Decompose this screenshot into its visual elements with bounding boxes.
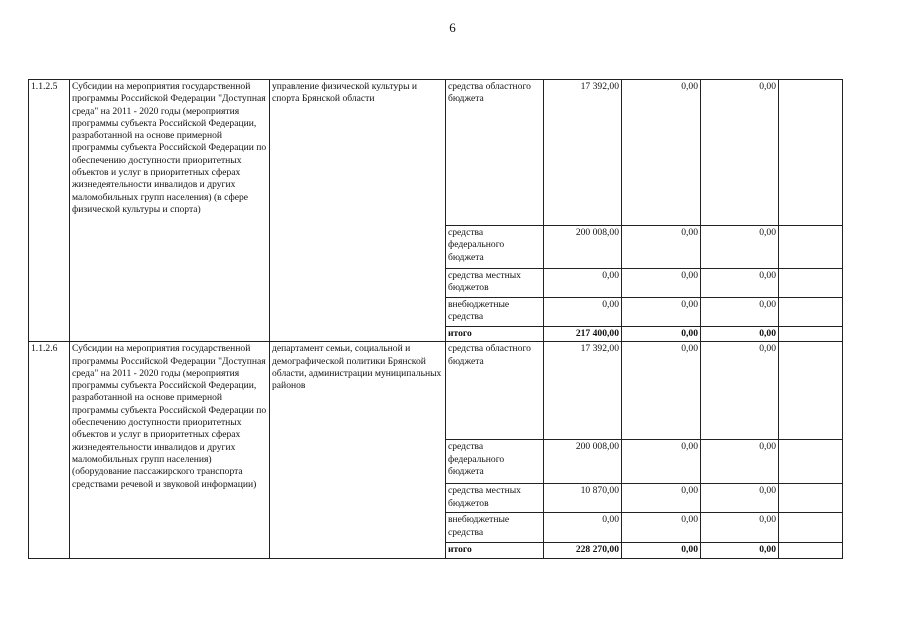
- funding-value: 0,00: [544, 298, 622, 327]
- funding-source-name: внебюджетные средства: [446, 298, 544, 327]
- empty-cell: [779, 484, 843, 513]
- empty-cell: [779, 80, 843, 226]
- funding-value: 0,00: [701, 269, 779, 298]
- funding-source-name: средства местных бюджетов: [446, 484, 544, 513]
- funding-value: 0,00: [622, 226, 701, 269]
- funding-value: 0,00: [622, 543, 701, 558]
- empty-cell: [779, 226, 843, 269]
- funding-value: 217 400,00: [544, 327, 622, 342]
- funding-value: 10 870,00: [544, 484, 622, 513]
- empty-cell: [779, 513, 843, 543]
- funding-value: 0,00: [701, 342, 779, 440]
- funding-value: 0,00: [622, 269, 701, 298]
- funding-source-name: средства федерального бюджета: [446, 440, 544, 484]
- table-row: [29, 80, 843, 226]
- funding-value: 0,00: [701, 440, 779, 484]
- funding-value: 0,00: [701, 327, 779, 342]
- page-number: 6: [449, 20, 456, 35]
- empty-cell: [779, 342, 843, 440]
- funding-value: 200 008,00: [544, 440, 622, 484]
- row-executor: управление физической культуры и спорта Брянской области: [270, 80, 446, 342]
- row-code: 1.1.2.5: [29, 80, 70, 342]
- funding-value: 0,00: [622, 80, 701, 226]
- table-row: [29, 342, 843, 440]
- funding-value: 0,00: [544, 513, 622, 543]
- funding-source-name: итого: [446, 543, 544, 558]
- funding-value: 0,00: [622, 342, 701, 440]
- budget-table: [28, 79, 843, 559]
- funding-value: 0,00: [622, 484, 701, 513]
- funding-value: 200 008,00: [544, 226, 622, 269]
- funding-value: 0,00: [701, 80, 779, 226]
- funding-value: 17 392,00: [544, 80, 622, 226]
- funding-source-name: средства областного бюджета: [446, 80, 544, 226]
- row-code: 1.1.2.6: [29, 342, 70, 558]
- funding-value: 228 270,00: [544, 543, 622, 558]
- funding-source-name: средства местных бюджетов: [446, 269, 544, 298]
- funding-value: 0,00: [622, 440, 701, 484]
- row-description: Субсидии на мероприятия государственной программы Российской Федерации "Доступная среда" на 2011 - 2020 годы (мероприятия программы субъекта Российской Федерации, разработанной на основе примерной программы субъекта Российской Федерации по обеспечению доступности приоритетных объектов и услуг в приоритетных сферах жизнедеятельности инвалидов и других маломобильных групп населения) (оборудование пассажирского транспорта средствами речевой и звуковой информации): [70, 342, 270, 558]
- empty-cell: [779, 269, 843, 298]
- funding-source-name: средства областного бюджета: [446, 342, 544, 440]
- empty-cell: [779, 440, 843, 484]
- empty-cell: [779, 327, 843, 342]
- row-executor: департамент семьи, социальной и демографической политики Брянской области, администрации муниципальных районов: [270, 342, 446, 558]
- funding-value: 0,00: [701, 484, 779, 513]
- empty-cell: [779, 298, 843, 327]
- funding-value: 0,00: [622, 298, 701, 327]
- funding-value: 17 392,00: [544, 342, 622, 440]
- funding-source-name: внебюджетные средства: [446, 513, 544, 543]
- funding-value: 0,00: [701, 513, 779, 543]
- empty-cell: [779, 543, 843, 558]
- funding-value: 0,00: [622, 327, 701, 342]
- funding-value: 0,00: [701, 543, 779, 558]
- funding-source-name: итого: [446, 327, 544, 342]
- funding-value: 0,00: [701, 226, 779, 269]
- row-description: Субсидии на мероприятия государственной программы Российской Федерации "Доступная среда" на 2011 - 2020 годы (мероприятия программы субъекта Российской Федерации, разработанной на основе примерной программы субъекта Российской Федерации по обеспечению доступности приоритетных объектов и услуг в приоритетных сферах жизнедеятельности инвалидов и других маломобильных групп населения) (в сфере физической культуры и спорта): [70, 80, 270, 342]
- funding-value: 0,00: [622, 513, 701, 543]
- funding-value: 0,00: [701, 298, 779, 327]
- funding-source-name: средства федерального бюджета: [446, 226, 544, 269]
- funding-value: 0,00: [544, 269, 622, 298]
